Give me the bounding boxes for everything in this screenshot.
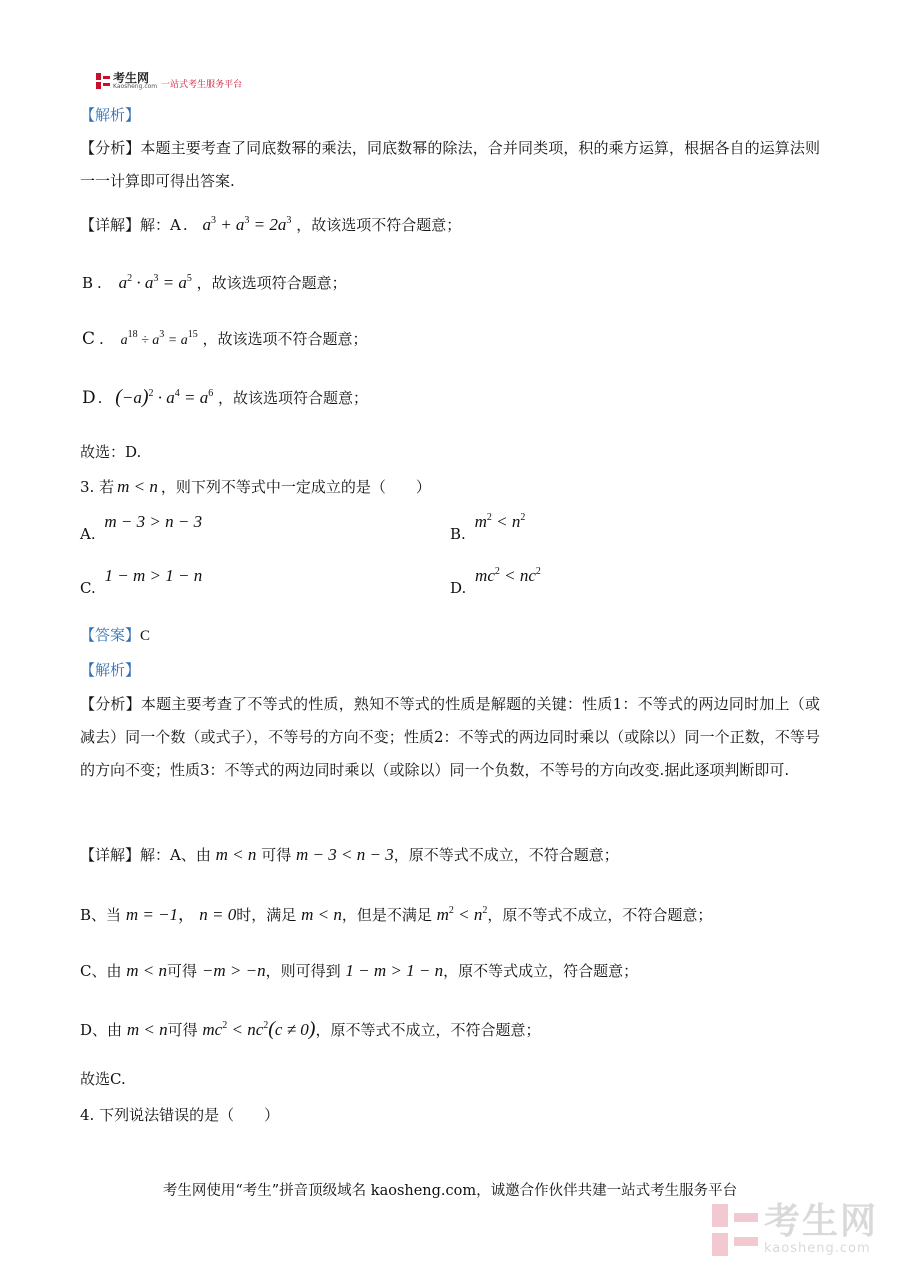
q2-d-formula: $(-a)^2 \cdot a^4 = a^6$ — [115, 386, 214, 408]
q3-option-b — [450, 512, 526, 543]
watermark-domain: kaosheng.com — [764, 1241, 871, 1256]
q3-condition: m < n — [117, 477, 158, 496]
q3-detail-b — [80, 900, 712, 925]
q3-stem-pre: 若 — [99, 478, 115, 496]
q3-option-c-formula: 1 − m > 1 − n — [104, 566, 203, 585]
q3-answer — [80, 624, 150, 645]
logo-slogan: 一站式考生服务平台 — [161, 80, 243, 90]
q2-d-note: ，故该选项符合题意； — [218, 389, 369, 407]
q3-xj-c-cond: m < n — [126, 961, 168, 980]
q4-stem-text: 下列说法错误的是（ ） — [99, 1106, 280, 1124]
q3-xj-b-ineq: $m^2 < n^2$ — [436, 905, 488, 924]
q2-xiangjie-a: 【详解】解：A . $a^3 + a^3 = 2a^3$ ，故该选项不符合题意； — [80, 215, 462, 234]
watermark-logo — [712, 1203, 878, 1256]
q3-option-d-formula: $mc^2 < nc^2$ — [475, 566, 541, 585]
q3-xj-d-text1: D、由 — [80, 1021, 123, 1039]
q3-option-c-label: C. — [80, 579, 96, 597]
q2-b-note: ，故该选项符合题意； — [196, 274, 347, 292]
q2-jiexi-heading: 【解析】 — [80, 106, 141, 124]
q3-xj-c-text2: 可得 — [167, 962, 198, 980]
q3-xj-b-text1: B、当 — [80, 906, 122, 924]
q2-b-line: B . $a^2 \cdot a^3 = a^5$ ，故该选项符合题意； — [82, 273, 347, 292]
q3-detail-a — [80, 844, 619, 865]
q2-c-line: C . $a^{18} \div a^3 = a^{15}$ ，故该选项不符合题意； — [82, 329, 368, 349]
q2-xiangjie-tag: 【详解】 — [80, 216, 141, 234]
q2-b-formula: $a^2 \cdot a^3 = a^5$ — [118, 273, 192, 292]
q2-fenxi-tag: 【分析】 — [80, 139, 141, 157]
q3-xj-b-cond: m < n — [301, 905, 342, 924]
q2-a-label: A — [170, 216, 181, 234]
q3-answer-tag: 【答案】 — [80, 626, 141, 644]
q2-a-note: ，故该选项不符合题意； — [296, 216, 462, 234]
q3-option-a-formula: m − 3 > n − 3 — [104, 512, 203, 531]
q2-d-line: D . $(-a)^2 \cdot a^4 = a^6$ ，故该选项符合题意； — [82, 386, 369, 408]
q3-stem — [80, 476, 431, 497]
footer-text: 考生网使用“考生”拼音顶级域名 kaosheng.com，诚邀合作伙伴共建一站式考生服务平台 — [162, 1183, 738, 1199]
q3-xj-d-text3: ，原不等式不成立，不符合题意； — [315, 1021, 541, 1039]
q3-xj-tag: 【详解】 — [80, 846, 141, 864]
q3-xj-a-result: m − 3 < n − 3 — [295, 845, 394, 864]
q2-conclusion: 故选：D. — [80, 443, 142, 461]
q3-xj-d-text2: 可得 — [167, 1021, 198, 1039]
q3-xj-b-text2: 时，满足 — [236, 906, 297, 924]
q3-xj-c-text3: ，则可得到 — [265, 962, 341, 980]
logo-icon — [96, 73, 110, 89]
q3-xj-a-text3: ，原不等式不成立，不符合题意； — [393, 846, 619, 864]
q3-xj-c-text4: ，原不等式成立，符合题意； — [443, 962, 639, 980]
q3-xj-d-cond: m < n — [126, 1020, 168, 1039]
q3-xj-a-text2: 可得 — [261, 846, 292, 864]
q3-option-d-label: D. — [450, 579, 467, 597]
q3-xj-c-result: 1 − m > 1 − n — [345, 961, 444, 980]
q3-xj-b-values: m = −1， n = 0 — [125, 905, 237, 924]
q3-fenxi-text: 本题主要考查了不等式的性质，熟知不等式的性质是解题的关键：性质1：不等式的两边同时加上（或减去）同一个数（或式子），不等号的方向不变；性质2：不等式的两边同时乘以（或除以）同一个正数，不等号的方向不变；性质3：不等式的两边同时乘以（或除以）同一个负数，不等号的方向改变.据此逐项判断即可. — [80, 695, 820, 779]
q3-xj-a-text1: 解：A、由 — [140, 846, 211, 864]
q3-xj-c-text1: C、由 — [80, 962, 122, 980]
q3-detail-d — [80, 1018, 540, 1041]
logo-name: 考生网 — [113, 70, 150, 85]
q2-c-note: ，故该选项不符合题意； — [202, 330, 368, 348]
q3-xj-d-result: $mc^2 < nc^2(c \ne 0)$ — [202, 1018, 316, 1040]
q2-c-formula: $a^{18} \div a^3 = a^{15}$ — [120, 329, 198, 348]
q3-option-b-label: B. — [450, 525, 466, 543]
q2-c-label: C — [82, 329, 96, 349]
q3-xj-b-text3: ，但是不满足 — [341, 906, 432, 924]
q3-option-b-formula: $m^2 < n^2$ — [474, 512, 526, 531]
watermark-icon — [712, 1204, 758, 1256]
q3-number: 3. — [80, 478, 95, 496]
q3-xj-b-text4: ，原不等式不成立，不符合题意； — [487, 906, 713, 924]
q3-option-a-label: A. — [80, 525, 96, 543]
q4-stem — [80, 1104, 279, 1125]
q2-fenxi — [80, 132, 820, 198]
logo-domain: Kaosheng.com — [113, 82, 158, 90]
q3-option-a — [80, 512, 203, 543]
q3-xj-a-cond: m < n — [215, 845, 257, 864]
q3-xj-c-step: −m > −n — [201, 961, 266, 980]
q3-stem-post: ，则下列不等式中一定成立的是（ ） — [160, 478, 431, 496]
q2-d-label: D — [82, 388, 96, 408]
q3-option-d — [450, 566, 541, 597]
q4-number: 4. — [80, 1106, 95, 1124]
q3-jiexi-heading: 【解析】 — [80, 661, 141, 679]
q3-fenxi-tag: 【分析】 — [80, 695, 141, 713]
q2-fenxi-text: 本题主要考查了同底数幂的乘法，同底数幂的除法，合并同类项，积的乘方运算，根据各自的运算法则一一计算即可得出答案. — [80, 139, 820, 190]
q2-b-label: B — [82, 274, 94, 292]
q3-option-c — [80, 566, 203, 597]
header-logo — [96, 71, 242, 90]
q2-a-formula: $a^3 + a^3 = 2a^3$ — [202, 215, 292, 234]
q3-conclusion: 故选C. — [80, 1070, 126, 1088]
q3-detail-c — [80, 960, 638, 981]
watermark-name: 考生网 — [764, 1201, 879, 1242]
q3-fenxi — [80, 688, 820, 787]
q2-xiangjie-lead: 解： — [140, 216, 171, 234]
q3-answer-value: C — [140, 628, 151, 644]
